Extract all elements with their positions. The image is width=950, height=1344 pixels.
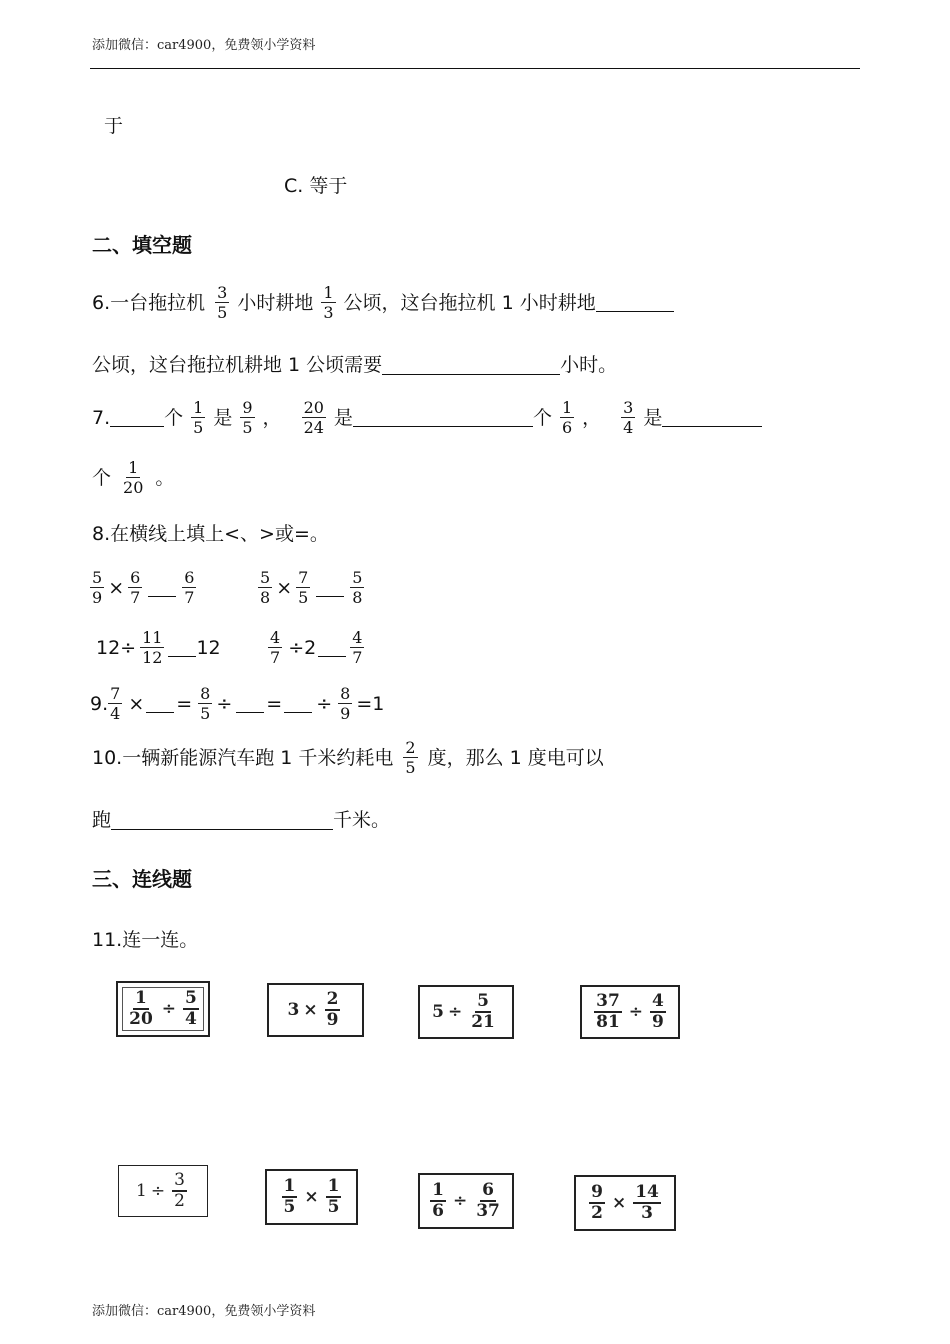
q7-comma: ， [582,406,602,429]
fraction: $\frac{1}{5}$ [327,1176,340,1217]
question-7-line2 [92,458,174,497]
fraction: $\frac{7}{4}$ [110,684,121,723]
fraction: $\frac{5}{4}$ [185,988,197,1029]
match-card-bottom-2[interactable] [265,1169,358,1225]
q8-expr-1 [90,568,196,607]
q7-num: 7. [92,406,111,429]
header-divider [90,68,860,69]
operator: × [611,1193,627,1213]
q7-ge: 个 [164,406,184,429]
q8-expr-3 [96,628,221,667]
match-card-top-1[interactable] [116,981,210,1037]
fraction: $\frac{5}{9}$ [92,568,103,607]
fraction: $\frac{4}{9}$ [652,991,664,1032]
operator: ÷ [316,692,333,715]
q8-e4-mid: ÷2 [288,636,317,659]
q10-line2a: 跑 [92,809,112,831]
answer-blank[interactable] [148,578,176,597]
match-card-bottom-3[interactable] [418,1173,514,1229]
fraction: $\frac{1}{5}$ [283,1176,296,1217]
fraction: $\frac{20}{24}$ [303,398,324,437]
question-7-line1 [92,398,762,437]
fraction: $\frac{1}{6}$ [561,398,573,437]
fraction: $\frac{8}{9}$ [340,684,351,723]
answer-blank[interactable] [111,811,333,830]
match-card-top-3[interactable] [418,985,514,1039]
q10-line2b: 千米。 [333,809,391,831]
card-inner-border [122,987,204,1031]
operator: × [108,576,125,599]
answer-blank[interactable] [596,293,674,312]
q7-comma: ， [262,406,282,429]
fraction: $\frac{2}{9}$ [326,989,339,1030]
fraction: $\frac{6}{37}$ [476,1180,500,1221]
operator: ÷ [161,999,177,1019]
operator: = [176,692,193,715]
answer-blank[interactable] [318,638,346,657]
fraction: $\frac{6}{7}$ [130,568,141,607]
question-6-line2 [92,353,617,377]
fraction: $\frac{5}{21}$ [471,991,495,1032]
fraction: $\frac{1}{5}$ [193,398,204,437]
answer-blank[interactable] [284,694,312,713]
page-header: 添加微信：car4900，免费领小学资料 [92,38,316,53]
fraction: $\frac{1}{20}$ [129,988,153,1029]
question-10-line2 [92,808,390,832]
fraction: $\frac{2}{5}$ [405,738,416,777]
page-footer: 添加微信：car4900，免费领小学资料 [92,1304,316,1319]
fraction: $\frac{5}{8}$ [352,568,363,607]
operand: 3 [287,1000,300,1020]
q6-mid1: 小时耕地 [237,291,314,314]
operator: × [303,1000,318,1020]
q8-expr-4 [268,628,364,667]
operator: ÷ [628,1002,644,1022]
q7-shi: 是 [213,406,233,429]
question-10-line1 [92,738,604,777]
question-6-line1 [92,283,674,322]
match-card-top-2[interactable] [267,983,364,1037]
q7-shi: 是 [333,406,353,429]
question-8-title: 8.在横线上填上<、>或=。 [92,523,329,545]
fraction: $\frac{3}{2}$ [174,1170,185,1211]
question-11-title: 11.连一连。 [92,929,199,951]
operator: × [304,1187,319,1207]
fraction: $\frac{7}{5}$ [298,568,309,607]
question-9 [90,684,384,723]
fraction: $\frac{3}{4}$ [623,398,634,437]
fraction: $\frac{3}{5}$ [217,283,228,322]
fraction: $\frac{4}{7}$ [270,628,281,667]
q9-end: =1 [356,692,385,715]
answer-blank[interactable] [382,356,560,375]
match-card-bottom-1[interactable] [118,1165,208,1217]
fraction: $\frac{14}{3}$ [635,1182,659,1223]
answer-blank[interactable] [662,408,762,427]
fraction: $\frac{4}{7}$ [352,628,363,667]
operator: × [128,692,145,715]
leftover-text: 于 [104,115,124,137]
section-title-fill-blank: 二、填空题 [92,233,192,257]
fraction: $\frac{37}{81}$ [596,991,620,1032]
fraction: $\frac{1}{20}$ [123,458,144,497]
q8-e3-post: 12 [196,636,221,659]
q7-shi: 是 [643,406,663,429]
operator: ÷ [216,692,233,715]
q6-line2b: 小时。 [560,354,618,376]
operator: ÷ [452,1191,468,1211]
answer-blank[interactable] [110,408,164,427]
operand: 5 [432,1002,444,1022]
option-c: C. 等于 [284,175,348,197]
fraction: $\frac{9}{2}$ [591,1182,603,1223]
fraction: $\frac{5}{8}$ [260,568,271,607]
q8-expr-2 [258,568,364,607]
match-card-bottom-4[interactable] [574,1175,676,1231]
q7-end: 。 [155,466,175,489]
q6-line2a: 公顷，这台拖拉机耕地 1 公顷需要 [92,354,383,376]
answer-blank[interactable] [316,578,344,597]
operator: × [276,576,293,599]
answer-blank[interactable] [353,408,533,427]
q6-prefix: 6.一台拖拉机 [92,291,206,314]
fraction: $\frac{1}{6}$ [432,1180,444,1221]
q10-prefix: 10.一辆新能源汽车跑 1 千米约耗电 [92,746,394,769]
fraction: $\frac{9}{5}$ [242,398,253,437]
fraction: $\frac{11}{12}$ [142,628,163,667]
fraction: $\frac{1}{3}$ [323,283,334,322]
q8-e3-pre: 12÷ [96,636,137,659]
q6-mid2: 公顷，这台拖拉机 1 小时耕地 [343,291,596,314]
operand: 1 [136,1181,147,1201]
operator: = [266,692,283,715]
section-title-matching: 三、连线题 [92,867,192,891]
q7-ge: 个 [92,466,112,489]
answer-blank[interactable] [146,694,174,713]
q10-suffix: 度，那么 1 度电可以 [427,746,604,769]
answer-blank[interactable] [168,638,196,657]
answer-blank[interactable] [236,694,264,713]
fraction: $\frac{6}{7}$ [184,568,195,607]
operator: ÷ [150,1181,166,1201]
match-card-top-4[interactable] [580,985,680,1039]
q7-ge: 个 [532,406,552,429]
fraction: $\frac{8}{5}$ [200,684,211,723]
operator: ÷ [447,1002,463,1022]
q9-num: 9. [90,692,109,715]
